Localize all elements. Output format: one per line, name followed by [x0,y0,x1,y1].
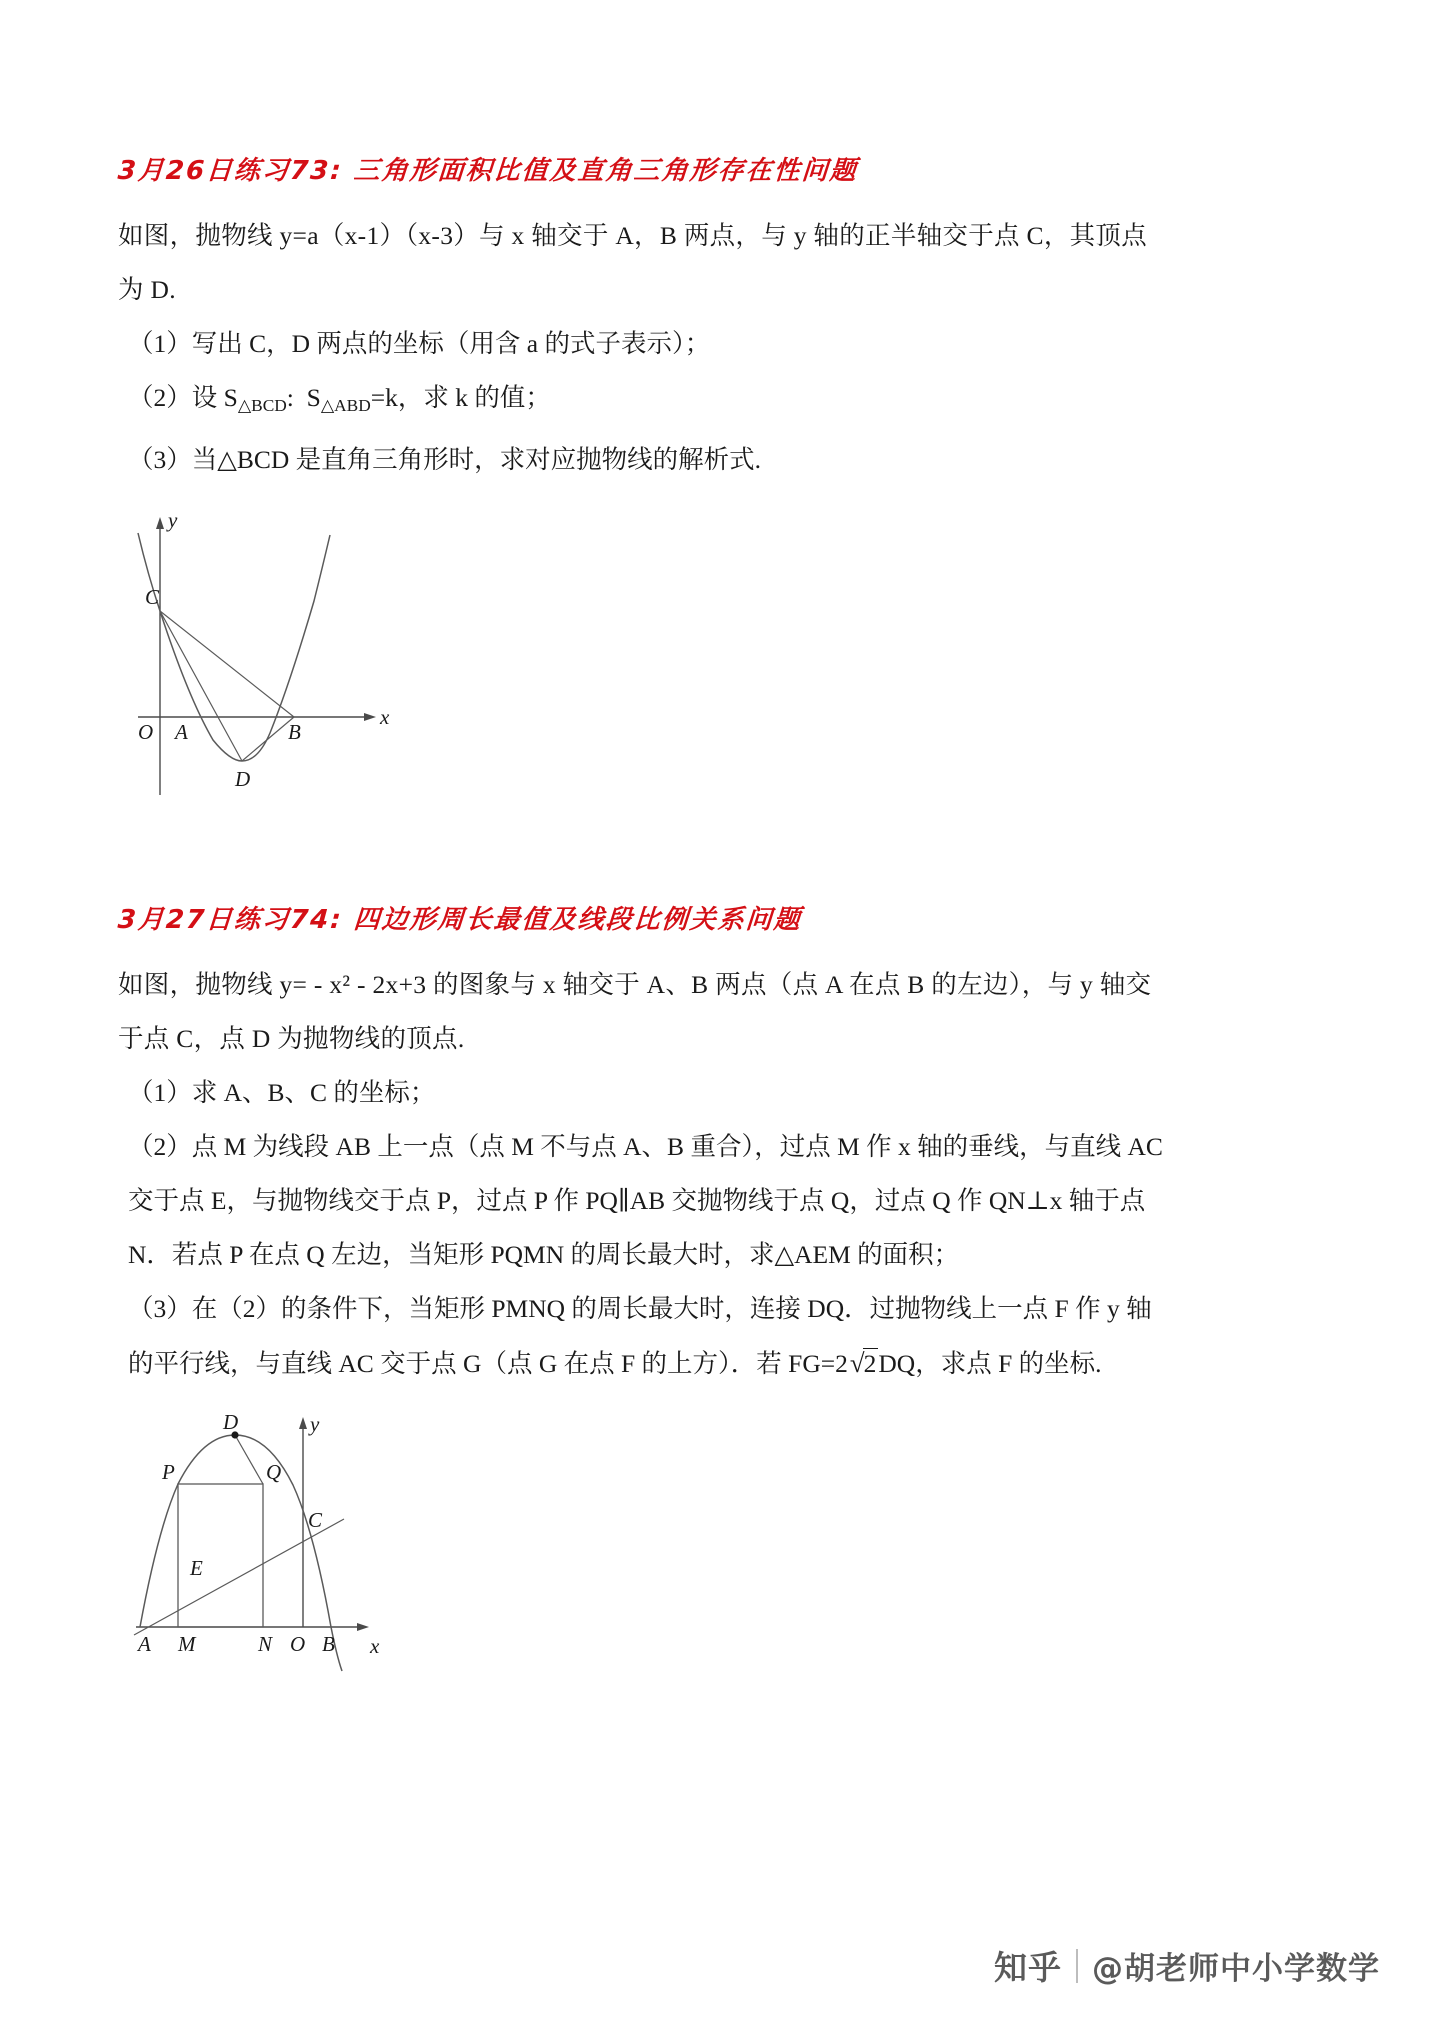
problem-74-question-2-line1: （2）点 M 为线段 AB 上一点（点 M 不与点 A、B 重合），过点 M 作 x 轴的垂线，与直线 AC [128,1131,1163,1161]
figure-73-y-arrow [156,517,164,529]
q74-3-suffix: DQ，求点 F 的坐标. [878,1348,1102,1378]
author-at-symbol: @ [1092,1951,1124,1987]
figure-74-label-y: y [310,1411,320,1436]
figure-74-label-A: A [138,1631,151,1656]
problem-block-73 [118,150,1318,835]
figure-73-label-y: y [168,507,178,532]
problem-73-stem-line2: 为 D. [118,275,176,304]
figure-74-label-B: B [322,1631,335,1656]
problem-gap [118,835,1318,899]
author-label: 胡老师中小学数学 [1124,1951,1380,1987]
figure-74-label-O: O [290,1631,306,1656]
figure-73-label-O: O [138,719,154,744]
problem-74-stem-line2: 于点 C，点 D 为抛物线的顶点. [118,1023,465,1053]
figure-74-line-ac [134,1519,344,1635]
parabola-figure-74 [118,1409,1318,1679]
figure-73-chord-cd [160,611,242,761]
parabola-figure-73 [118,505,1318,835]
figure-73-label-D: D [235,766,251,791]
figure-74-label-M: M [178,1631,196,1656]
problem-73-stem-line1: 如图，抛物线 y=a（x‑1）（x‑3）与 x 轴交于 A，B 两点，与 y 轴的正半轴交于点 C，其顶点 [118,221,1148,250]
sqrt-expression [848,1336,878,1391]
footer-divider [1076,1949,1078,1983]
problem-74-question-1: （1）求 A、B、C 的坐标； [128,1077,436,1107]
problem-74-stem-line1: 如图，抛物线 y= ‑ x² ‑ 2x+3 的图象与 x 轴交于 A、B 两点（点 A 在点 B 的左边），与 y 轴交 [118,969,1152,999]
figure-74-label-Q: Q [266,1459,282,1484]
problem-74-title: 3月27日练习74: 四边形周长最值及线段比例关系问题 [116,904,803,935]
sub-bcd: △BCD [237,395,287,415]
problem-74-question-3-line1: （3）在（2）的条件下，当矩形 PMNQ 的周长最大时，连接 DQ．过抛物线上一点 F 作 y 轴 [128,1293,1152,1323]
q73-1-text: （1）写出 C，D 两点的坐标（用含 a 的式子表示）； [128,329,711,358]
figure-74-label-C: C [308,1507,323,1532]
zhihu-logo: 知乎 [994,1948,1062,1987]
figure-73-label-C: C [145,584,160,609]
figure-74-svg [118,1409,458,1679]
author-name [1092,1943,1380,1988]
figure-74-label-P: P [162,1459,175,1484]
figure-74-label-E: E [190,1555,203,1580]
problem-74-question-3-line2 [118,1336,1318,1391]
figure-74-label-D: D [223,1409,239,1434]
problem-74-question-2-line3: N．若点 P 在点 Q 左边，当矩形 PQMN 的周长最大时，求△AEM 的面积； [128,1239,960,1269]
figure-73-chord-cb [160,611,294,717]
problem-74-question-2-line2: 交于点 E，与抛物线交于点 P，过点 P 作 PQ∥AB 交抛物线于点 Q，过点 Q 作 QN⊥x 轴于点 [128,1185,1146,1215]
problem-block-74 [118,899,1318,1679]
q74-3-prefix: 的平行线，与直线 AC 交于点 G（点 G 在点 F 的上方）．若 FG=2 [128,1348,848,1378]
figure-74-label-N: N [258,1631,273,1656]
figure-73-parabola [138,533,330,761]
figure-73-label-B: B [288,719,301,744]
problem-73-title: 3月26日练习73: 三角形面积比值及直角三角形存在性问题 [116,156,859,186]
figure-73-label-x: x [380,704,390,729]
problem-73-question-3: （3）当△BCD 是直角三角形时，求对应抛物线的解析式. [128,444,762,474]
figure-73-label-A: A [175,719,188,744]
footer-watermark [994,1942,1380,1989]
sub-abd: △ABD [320,395,371,415]
figure-73-svg [118,505,438,835]
figure-74-y-arrow [299,1417,307,1429]
document-content [118,150,1318,1679]
problem-73-question-2: （2）设 $S_{\triangle BCD}$: $S_{\triangle ABD}=k$，求 k 的值； [128,383,551,415]
figure-73-x-arrow [364,713,376,721]
figure-74-label-x: x [370,1633,380,1658]
figure-73-chord-db [242,717,294,761]
figure-74-x-arrow [357,1623,369,1631]
problem-73-question-1 [118,317,1318,371]
radicand: 2 [863,1348,877,1378]
radical-sign: √ [849,1347,865,1378]
